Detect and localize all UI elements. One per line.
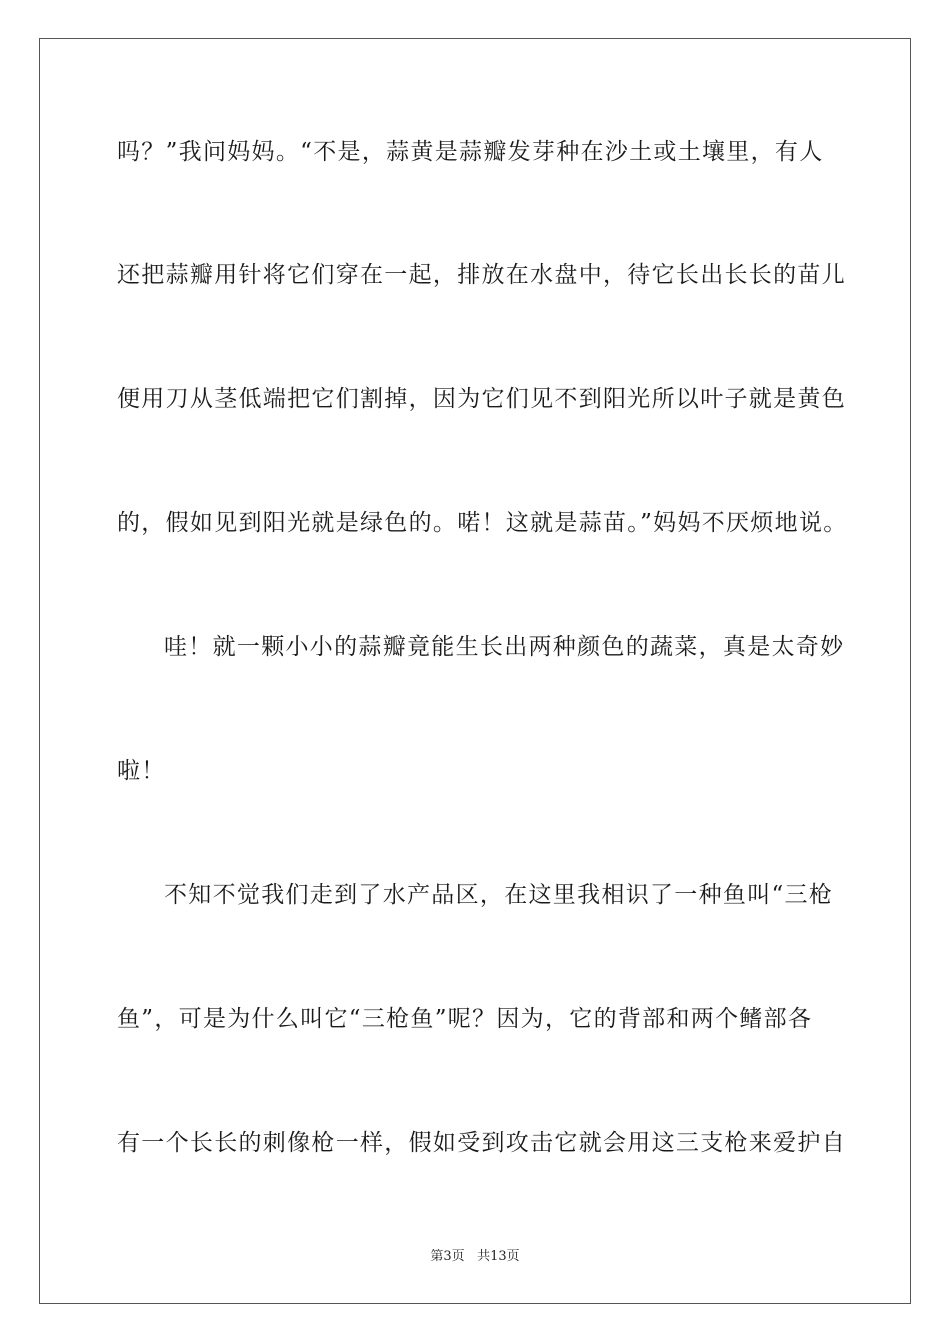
page-footer — [0, 1248, 950, 1266]
text-line-paragraph-start: 哇！就一颗小小的蒜瓣竟能生长出两种颜色的蔬菜，真是太奇妙 — [164, 634, 845, 660]
page-total: 共13页 — [477, 1249, 520, 1264]
text-line: 有一个长长的刺像枪一样，假如受到攻击它就会用这三支枪来爱护自 — [117, 1130, 846, 1156]
text-line: 吗？”我问妈妈。“不是，蒜黄是蒜瓣发芽种在沙土或土壤里，有人 — [117, 139, 824, 165]
text-line: 啦！ — [117, 758, 166, 784]
text-line-paragraph-start: 不知不觉我们走到了水产品区，在这里我相识了一种鱼叫“三枪 — [164, 882, 834, 908]
page-border — [39, 38, 911, 1304]
text-line: 鱼”，可是为什么叫它“三枪鱼”呢？因为，它的背部和两个鳍部各 — [117, 1006, 813, 1032]
page-number: 第3页 — [430, 1249, 465, 1264]
text-line: 便用刀从茎低端把它们割掉，因为它们见不到阳光所以叶子就是黄色 — [117, 386, 846, 412]
text-line: 的，假如见到阳光就是绿色的。喏！这就是蒜苗。”妈妈不厌烦地说。 — [117, 510, 848, 536]
text-line: 还把蒜瓣用针将它们穿在一起，排放在水盘中，待它长出长长的苗儿 — [117, 262, 846, 288]
